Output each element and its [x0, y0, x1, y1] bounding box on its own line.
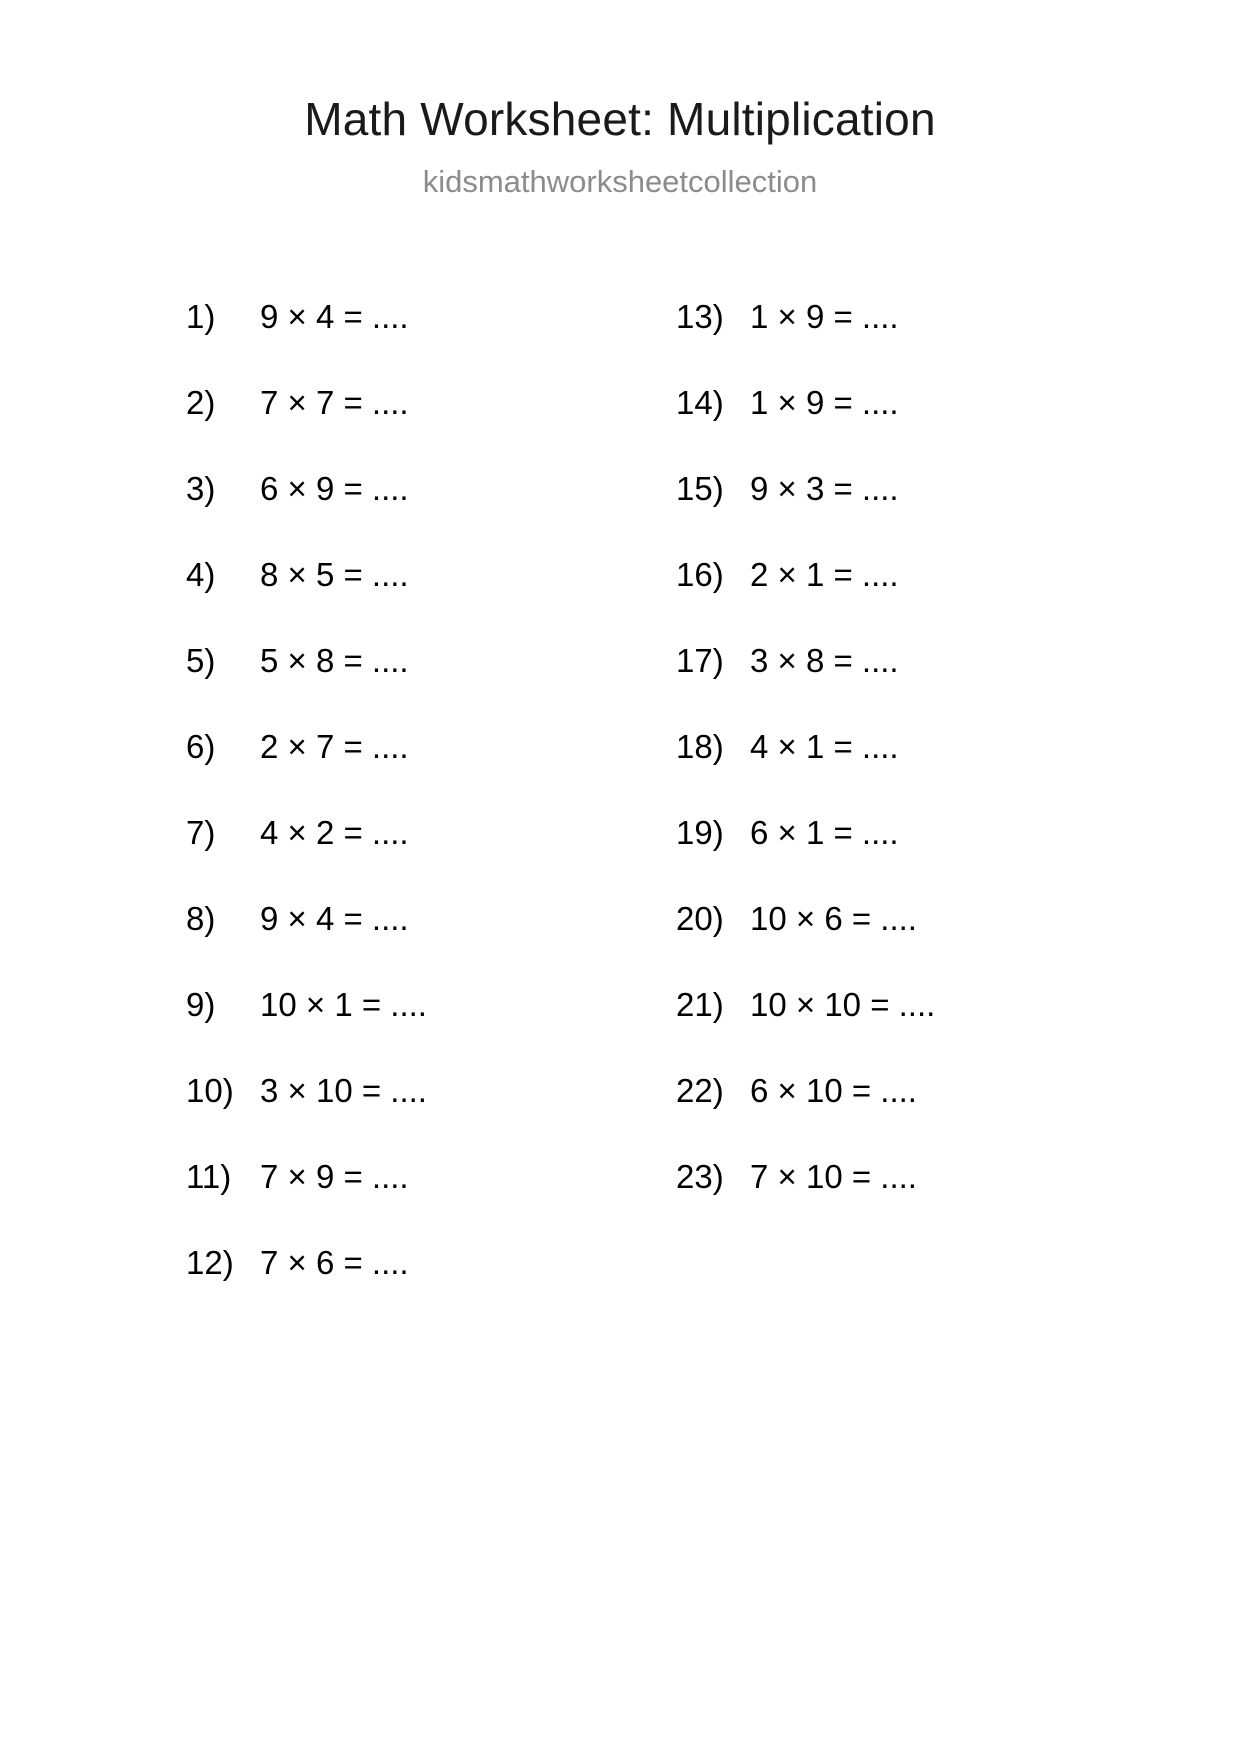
problem-number: 7) [186, 814, 216, 851]
problem-expression: 1 × 9 = .... [750, 298, 899, 335]
problem-expression: 3 × 10 = .... [260, 1072, 427, 1109]
problem-item [186, 900, 494, 986]
problem-number: 14) [676, 384, 724, 421]
problem-number: 22) [676, 1072, 724, 1109]
problem-column-right [676, 298, 996, 1330]
problem-item [186, 556, 494, 642]
problem-item [676, 1072, 996, 1158]
problem-item [676, 470, 996, 556]
problem-expression: 7 × 10 = .... [750, 1158, 917, 1195]
problem-expression: 6 × 1 = .... [750, 814, 899, 851]
problem-item [186, 986, 494, 1072]
problem-item [676, 986, 996, 1072]
problem-number: 8) [186, 900, 216, 937]
problem-expression: 9 × 3 = .... [750, 470, 899, 507]
problem-number: 15) [676, 470, 724, 507]
problem-expression: 7 × 9 = .... [260, 1158, 409, 1195]
problem-expression: 8 × 5 = .... [260, 556, 409, 593]
problem-item [676, 1158, 996, 1244]
problem-number: 16) [676, 556, 724, 593]
problem-number: 23) [676, 1158, 724, 1195]
problem-expression: 10 × 1 = .... [260, 986, 427, 1023]
problem-number: 9) [186, 986, 216, 1023]
problem-expression: 7 × 6 = .... [260, 1244, 409, 1281]
problem-item [186, 384, 494, 470]
problem-item [186, 1244, 494, 1330]
problem-item [676, 298, 996, 384]
problem-number: 21) [676, 986, 724, 1023]
problem-item [186, 728, 494, 814]
problem-expression: 6 × 9 = .... [260, 470, 409, 507]
problem-item [186, 1158, 494, 1244]
problem-expression: 9 × 4 = .... [260, 900, 409, 937]
problem-item [676, 556, 996, 642]
problem-expression: 9 × 4 = .... [260, 298, 409, 335]
problem-expression: 10 × 10 = .... [750, 986, 936, 1023]
problem-expression: 1 × 9 = .... [750, 384, 899, 421]
problem-item [186, 642, 494, 728]
problem-number: 17) [676, 642, 724, 679]
problem-number: 10) [186, 1072, 234, 1109]
problem-item [676, 642, 996, 728]
problem-number: 1) [186, 298, 216, 335]
problem-item [676, 728, 996, 814]
problem-expression: 6 × 10 = .... [750, 1072, 917, 1109]
page-title: Math Worksheet: Multiplication [304, 93, 936, 145]
problem-number: 13) [676, 298, 724, 335]
problem-item [186, 814, 494, 900]
problem-expression: 2 × 7 = .... [260, 728, 409, 765]
problem-number: 18) [676, 728, 724, 765]
problem-number: 4) [186, 556, 216, 593]
problem-expression: 4 × 1 = .... [750, 728, 899, 765]
problem-expression: 2 × 1 = .... [750, 556, 899, 593]
problem-number: 6) [186, 728, 216, 765]
problem-number: 5) [186, 642, 216, 679]
problem-expression: 10 × 6 = .... [750, 900, 917, 937]
problem-expression: 7 × 7 = .... [260, 384, 409, 421]
problem-number: 2) [186, 384, 216, 421]
problem-item [676, 384, 996, 470]
problem-list [0, 298, 1240, 1330]
problem-number: 3) [186, 470, 216, 507]
problem-column-left [186, 298, 494, 1330]
problem-number: 12) [186, 1244, 234, 1281]
problem-number: 19) [676, 814, 724, 851]
problem-number: 20) [676, 900, 724, 937]
problem-item [186, 470, 494, 556]
problem-number: 11) [186, 1158, 232, 1195]
problem-item [186, 298, 494, 384]
problem-item [676, 814, 996, 900]
problem-expression: 3 × 8 = .... [750, 642, 899, 679]
problem-expression: 4 × 2 = .... [260, 814, 409, 851]
problem-item [186, 1072, 494, 1158]
problem-expression: 5 × 8 = .... [260, 642, 409, 679]
problem-item [676, 900, 996, 986]
page-subtitle: kidsmathworksheetcollection [422, 164, 818, 199]
